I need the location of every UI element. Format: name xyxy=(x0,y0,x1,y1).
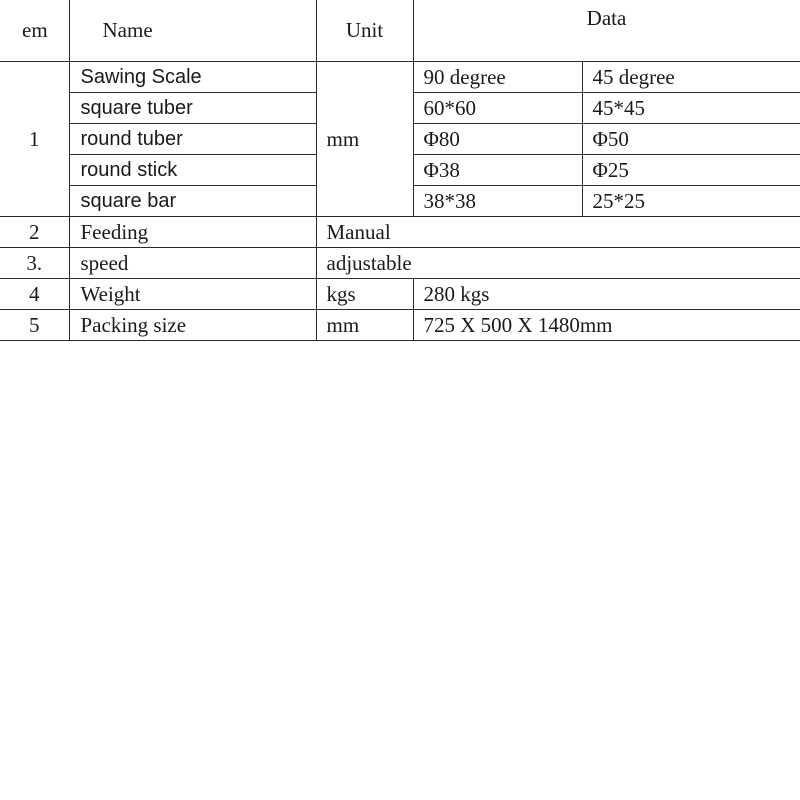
row-data-a: Φ38 xyxy=(413,155,582,186)
row-value: 725 X 500 X 1480mm xyxy=(413,310,800,341)
table-row xyxy=(0,310,800,341)
row-name: Sawing Scale xyxy=(69,62,316,93)
item-number: 1 xyxy=(0,62,69,217)
row-data-b: Φ50 xyxy=(582,124,800,155)
table-row xyxy=(0,62,800,93)
item-number: 2 xyxy=(0,217,69,248)
row-unit: mm xyxy=(316,62,413,217)
row-data-a: Φ80 xyxy=(413,124,582,155)
row-data-a: 90 degree xyxy=(413,62,582,93)
item-number: 5 xyxy=(0,310,69,341)
row-data-a: 38*38 xyxy=(413,186,582,217)
row-data-b: 45 degree xyxy=(582,62,800,93)
row-data-a: 60*60 xyxy=(413,93,582,124)
row-name: Feeding xyxy=(69,217,316,248)
row-name: square bar xyxy=(69,186,316,217)
row-name: Weight xyxy=(69,279,316,310)
header-name: Name xyxy=(69,0,316,62)
header-row xyxy=(0,0,800,62)
row-name: speed xyxy=(69,248,316,279)
row-unit: mm xyxy=(316,310,413,341)
row-name: Packing size xyxy=(69,310,316,341)
row-data-b: Φ25 xyxy=(582,155,800,186)
table-row xyxy=(0,279,800,310)
table-row xyxy=(0,217,800,248)
row-data-b: 45*45 xyxy=(582,93,800,124)
table-row xyxy=(0,248,800,279)
row-value: Manual xyxy=(316,217,800,248)
item-number: 4 xyxy=(0,279,69,310)
row-value: adjustable xyxy=(316,248,800,279)
header-unit: Unit xyxy=(316,0,413,62)
header-item: em xyxy=(0,0,69,62)
header-data: Data xyxy=(413,0,800,62)
row-value: 280 kgs xyxy=(413,279,800,310)
row-name: round stick xyxy=(69,155,316,186)
row-name: round tuber xyxy=(69,124,316,155)
row-name: square tuber xyxy=(69,93,316,124)
row-unit: kgs xyxy=(316,279,413,310)
spec-table xyxy=(0,0,800,341)
row-data-b: 25*25 xyxy=(582,186,800,217)
item-number: 3. xyxy=(0,248,69,279)
